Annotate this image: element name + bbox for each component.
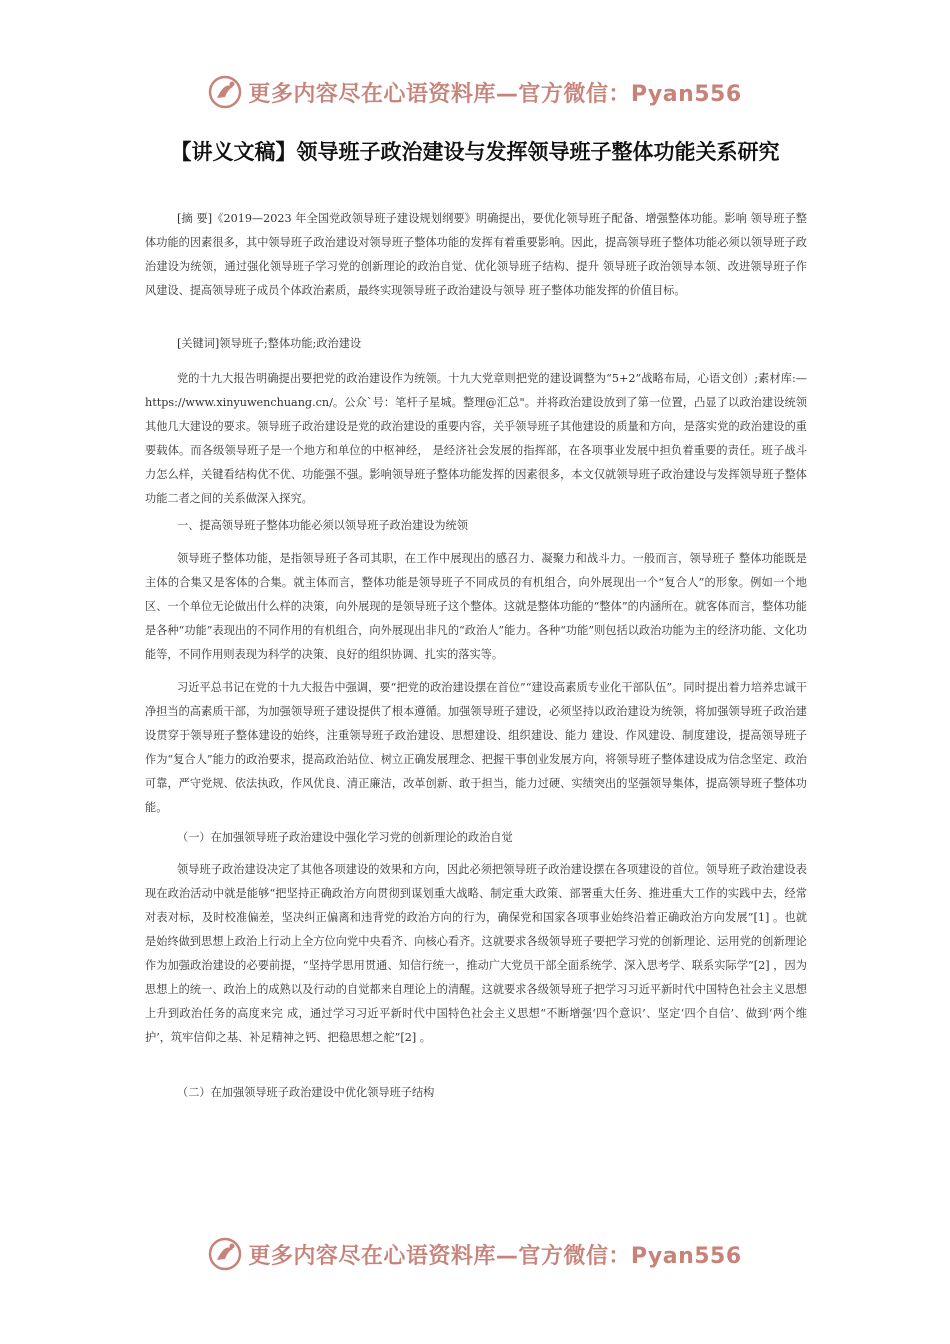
subsection-heading: （一）在加强领导班子政治建设中强化学习党的创新理论的政治自觉 (177, 831, 513, 844)
banner-text: 更多内容尽在心语资料库—官方微信：Pyan556 (248, 1243, 742, 1269)
banner-text: 更多内容尽在心语资料库—官方微信：Pyan556 (248, 81, 742, 107)
watermark-logo-icon (208, 75, 242, 109)
header-banner (0, 72, 950, 112)
body-paragraph: 党的十九大报告明确提出要把党的政治建设作为统领。十九大党章则把党的建设调整为“5+2”战略布局，心语文创）;素材库:—https://www.xinyuwenchuang.cn/。公众`号：笔杆子星城。整理@汇总"。并将政治建设放到了第一位置，凸显了以政治建设统领其他几大建设的要求。领导班子政治建设是党的政治建设的重要内容，关乎领导班子其他建设的质量和方向，是落实党的政治建设的重要载体。而各级领导班子是一个地方和单位的中枢神经， 是经济社会发展的指挥部，在各项事业发展中担负着重要的责任。班子战斗力怎么样，关键看结构优不优、功能强不强。影响领导班子整体功能发挥的因素很多，本文仅就领导班子政治建设与发挥领导班子整体功能二者之间的关系做深入探究。 (145, 372, 807, 505)
footer-banner (0, 1234, 950, 1274)
watermark-logo-icon (208, 1237, 242, 1271)
section-heading: 一、提高领导班子整体功能必须以领导班子政治建设为统领 (177, 519, 468, 532)
abstract-paragraph: [摘 要]《2019—2023 年全国党政领导班子建设规划纲要》明确提出，要优化领导班子配备、增强整体功能。影响 领导班子整体功能的因素很多，其中领导班子政治建设对领导班子整体功能的发挥有着重要影响。因此，提高领导班子整体功能必须以领导班子政治建设为统领，通过强化领导班子学习党的创新理论的政治自觉、优化领导班子结构、提升 领导班子政治领导本领、改进领导班子作风建设、提高领导班子成员个体政治素质，最终实现领导班子政治建设与领导 班子整体功能发挥的价值目标。 (145, 212, 807, 297)
document-title: 【讲义文稿】领导班子政治建设与发挥领导班子整体功能关系研究 (170, 140, 780, 164)
body-paragraph: 习近平总书记在党的十九大报告中强调，要“把党的政治建设摆在首位”“建设高素质专业化干部队伍”。同时提出着力培养忠诚干净担当的高素质干部，为加强领导班子建设提供了根本遵循。加强领导班子建设，必须坚持以政治建设为统领，将加强领导班子政治建设贯穿于领导班子整体建设的始终，注重领导班子政治建设、思想建设、组织建设、能力 建设、作风建设、制度建设，提高领导班子作为“复合人”能力的政治要求，提高政治站位、树立正确发展理念、把握干事创业发展方向，将领导班子整体建设成为信念坚定、政治可靠，严守党规、依法执政，作风优良、清正廉洁，改革创新、敢于担当，能力过硬、实绩突出的坚强领导集体，提高领导班子整体功能。 (145, 681, 807, 814)
body-paragraph: 领导班子整体功能，是指领导班子各司其职，在工作中展现出的感召力、凝聚力和战斗力。一般而言，领导班子 整体功能既是主体的合集又是客体的合集。就主体而言，整体功能是领导班子不同成员的有机组合，向外展现出一个“复合人”的形象。例如一个地区、一个单位无论做出什么样的决策，向外展现的是领导班子这个整体。这就是整体功能的“整体”的内涵所在。就客体而言，整体功能是各种“功能”表现出的不同作用的有机组合，向外展现出非凡的“政治人”能力。各种“功能”则包括以政治功能为主的经济功能、文化功能等，不同作用则表现为科学的决策、良好的组织协调、扎实的落实等。 (145, 552, 807, 661)
subsection-heading: （二）在加强领导班子政治建设中优化领导班子结构 (177, 1086, 435, 1099)
body-paragraph: 领导班子政治建设决定了其他各项建设的效果和方向，因此必须把领导班子政治建设摆在各项建设的首位。领导班子政治建设表现在政治活动中就是能够“把坚持正确政治方向贯彻到谋划重大战略、制定重大政策、部署重大任务、推进重大工作的实践中去，经常对表对标，及时校准偏差，坚决纠正偏离和违背党的政治方向的行为，确保党和国家各项事业始终沿着正确政治方向发展”[1] 。也就是始终做到思想上政治上行动上全方位向党中央看齐、向核心看齐。这就要求各级领导班子要把学习党的创新理论、运用党的创新理论作为加强政治建设的必要前提，“坚持学思用贯通、知信行统一，推动广大党员干部全面系统学、深入思考学、联系实际学”[2] ，因为思想上的统一、政治上的成熟以及行动的自觉都来自理论上的清醒。这就要求各级领导班子把学习习近平新时代中国特色社会主义思想上升到政治任务的高度来完 成，通过学习习近平新时代中国特色社会主义思想“不断增强‘四个意识’、坚定‘四个自信’、做到‘两个维护’，筑牢信仰之基、补足精神之钙、把稳思想之舵”[2] 。 (145, 863, 807, 1044)
keywords-paragraph: [关键词]领导班子;整体功能;政治建设 (177, 337, 362, 350)
